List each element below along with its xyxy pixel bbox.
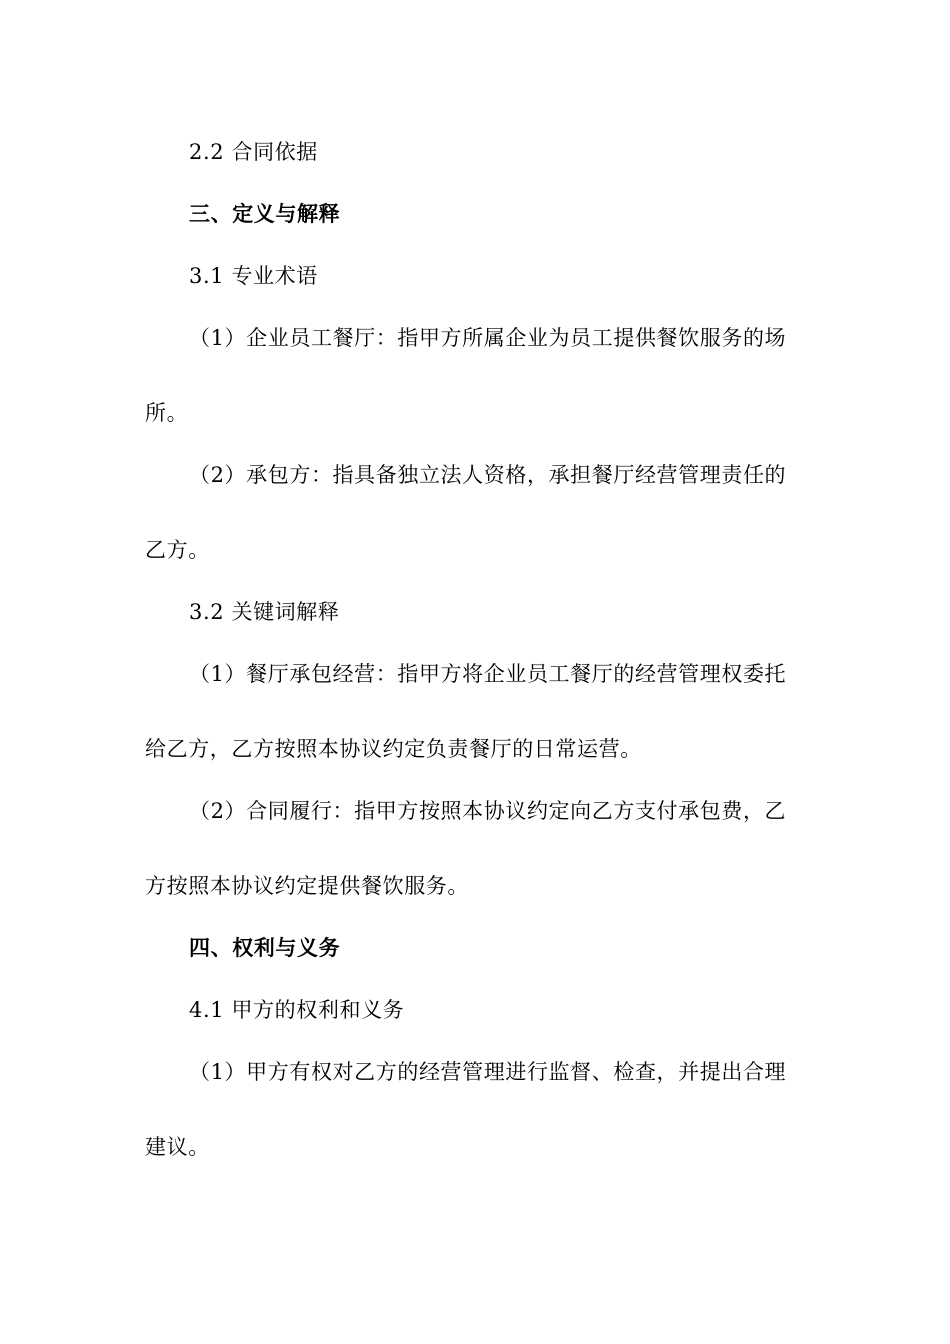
- section-3-2-heading: 3.2 关键词解释: [189, 600, 340, 624]
- paragraph-line: 给乙方，乙方按照本协议约定负责餐厅的日常运营。: [145, 737, 642, 761]
- paragraph-line: 建议。: [145, 1135, 210, 1159]
- paragraph-line: 乙方。: [145, 538, 210, 562]
- paragraph-line: 所。: [145, 401, 189, 425]
- section-2-2-heading: 2.2 合同依据: [189, 140, 318, 164]
- paragraph-line: （1）餐厅承包经营：指甲方将企业员工餐厅的经营管理权委托: [189, 662, 787, 686]
- paragraph-line: 方按照本协议约定提供餐饮服务。: [145, 874, 469, 898]
- paragraph-line: （2）承包方：指具备独立法人资格，承担餐厅经营管理责任的: [189, 463, 787, 487]
- paragraph-line: （1）企业员工餐厅：指甲方所属企业为员工提供餐饮服务的场: [189, 326, 787, 350]
- section-4-title: 四、权利与义务: [189, 936, 341, 960]
- paragraph-line: （2）合同履行：指甲方按照本协议约定向乙方支付承包费，乙: [189, 799, 787, 823]
- section-4-1-heading: 4.1 甲方的权利和义务: [189, 998, 405, 1022]
- paragraph-line: （1）甲方有权对乙方的经营管理进行监督、检查，并提出合理: [189, 1060, 787, 1084]
- section-3-1-heading: 3.1 专业术语: [189, 264, 318, 288]
- section-3-title: 三、定义与解释: [189, 202, 341, 226]
